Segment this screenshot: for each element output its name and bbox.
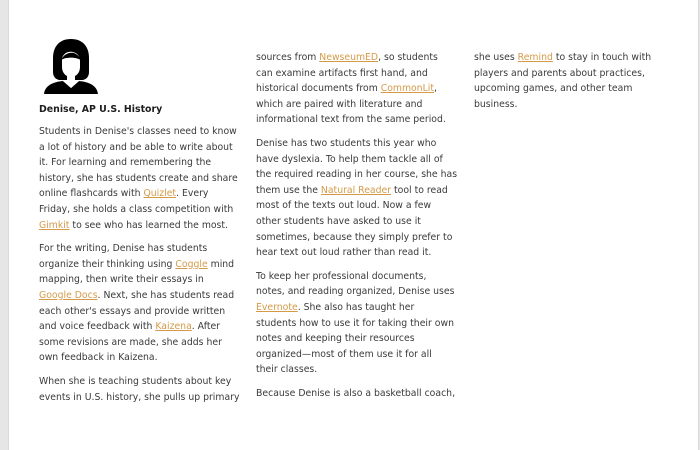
text-line bbox=[39, 218, 239, 234]
teacher-avatar-icon bbox=[42, 38, 100, 94]
text-fragment: mind bbox=[207, 258, 235, 270]
text-fragment: organize their thinking using bbox=[39, 258, 176, 270]
text-fragment: historical documents from bbox=[256, 83, 381, 95]
link-quizlet[interactable]: Quizlet bbox=[143, 188, 177, 200]
text-line: it. For learning and remembering the bbox=[39, 157, 212, 169]
text-fragment: online flashcards with bbox=[39, 188, 144, 200]
text-line: the required reading in her course, she has bbox=[256, 169, 458, 181]
column-3 bbox=[474, 50, 659, 120]
text-line bbox=[256, 183, 456, 199]
text-line bbox=[39, 288, 239, 304]
text-fragment: to see who has learned the most. bbox=[69, 219, 229, 231]
text-fragment: . Next, she has students read bbox=[97, 289, 235, 301]
paragraph bbox=[474, 50, 659, 112]
text-line: each other's essays and provide written bbox=[39, 305, 226, 317]
text-line: own feedback in Kaizena. bbox=[39, 352, 158, 364]
text-line: players and parents about practices, bbox=[474, 67, 645, 79]
text-line: which are paired with literature and bbox=[256, 98, 423, 110]
text-line bbox=[256, 50, 456, 66]
text-line: most of the texts out loud. Now a few bbox=[256, 200, 432, 212]
text-line: other students have asked to use it bbox=[256, 215, 421, 227]
text-line: some revisions are made, she adds her bbox=[39, 336, 222, 348]
text-line: business. bbox=[474, 98, 518, 110]
text-line: have dyslexia. To help them tackle all of bbox=[256, 153, 443, 165]
text-line: Students in Denise's classes need to know bbox=[39, 126, 237, 137]
paragraph bbox=[256, 50, 456, 128]
paragraph bbox=[256, 386, 456, 402]
link-remind[interactable]: Remind bbox=[517, 52, 553, 63]
text-line bbox=[256, 81, 456, 97]
link-evernote[interactable]: Evernote bbox=[256, 301, 298, 313]
text-line: can examine artifacts first hand, and bbox=[256, 67, 428, 79]
paragraph bbox=[256, 269, 456, 378]
text-line: events in U.S. history, she pulls up primary bbox=[39, 391, 240, 403]
text-line: informational text from the same period. bbox=[256, 114, 446, 126]
text-fragment: sources from bbox=[256, 52, 320, 63]
text-line: Friday, she holds a class competition with bbox=[39, 203, 234, 215]
text-line: their classes. bbox=[256, 364, 318, 376]
link-gimkit[interactable]: Gimkit bbox=[39, 219, 70, 231]
teacher-heading: Denise, AP U.S. History bbox=[39, 104, 163, 115]
link-commonlit[interactable]: CommonLit bbox=[380, 83, 434, 95]
text-line: To keep her professional documents, bbox=[256, 270, 427, 282]
text-line: notes and keeping their resources bbox=[256, 333, 415, 345]
text-line: For the writing, Denise has students bbox=[39, 243, 208, 255]
text-line: Denise has two students this year who bbox=[256, 137, 437, 149]
link-natural-reader[interactable]: Natural Reader bbox=[320, 184, 392, 196]
paragraph bbox=[39, 241, 239, 366]
text-line: students how to use it for taking their own bbox=[256, 317, 454, 329]
column-2 bbox=[256, 50, 456, 409]
paragraph bbox=[256, 136, 456, 261]
text-fragment: , bbox=[433, 83, 437, 95]
paragraph bbox=[39, 374, 239, 405]
text-line: notes, and reading organized, Denise uses bbox=[256, 286, 455, 298]
text-fragment: . After bbox=[191, 321, 221, 333]
text-line bbox=[256, 300, 456, 316]
text-fragment: tool to read bbox=[391, 184, 448, 196]
link-coggle[interactable]: Coggle bbox=[175, 258, 208, 270]
text-fragment: , so students bbox=[378, 52, 438, 63]
paragraph bbox=[39, 124, 239, 233]
document-page bbox=[8, 0, 699, 450]
text-line: history, she has students create and share bbox=[39, 172, 238, 184]
text-fragment: them use the bbox=[256, 184, 321, 196]
text-line: When she is teaching students about key bbox=[39, 375, 232, 387]
text-line bbox=[39, 186, 239, 202]
text-line: hear text out loud rather than read it. bbox=[256, 247, 432, 259]
text-line: upcoming games, and other team bbox=[474, 83, 633, 95]
text-line: sometimes, because they simply prefer to bbox=[256, 231, 453, 243]
link-google-docs[interactable]: Google Docs bbox=[39, 289, 98, 301]
link-kaizena[interactable]: Kaizena bbox=[155, 321, 192, 333]
text-fragment: she uses bbox=[474, 52, 518, 63]
text-line: mapping, then write their essays in bbox=[39, 274, 204, 286]
link-newseumed[interactable]: NewseumED bbox=[319, 52, 379, 63]
text-fragment: . Every bbox=[176, 188, 209, 200]
text-fragment: and voice feedback with bbox=[39, 321, 156, 333]
text-line: organized—most of them use it for all bbox=[256, 348, 432, 360]
text-line bbox=[474, 50, 659, 66]
text-line: Because Denise is also a basketball coach, bbox=[256, 387, 456, 399]
text-fragment: . She also has taught her bbox=[297, 301, 415, 313]
text-line bbox=[39, 319, 239, 335]
text-line: a lot of history and be able to write about bbox=[39, 141, 233, 153]
column-1 bbox=[39, 124, 239, 413]
text-line bbox=[39, 257, 239, 273]
text-fragment: to stay in touch with bbox=[552, 52, 652, 63]
